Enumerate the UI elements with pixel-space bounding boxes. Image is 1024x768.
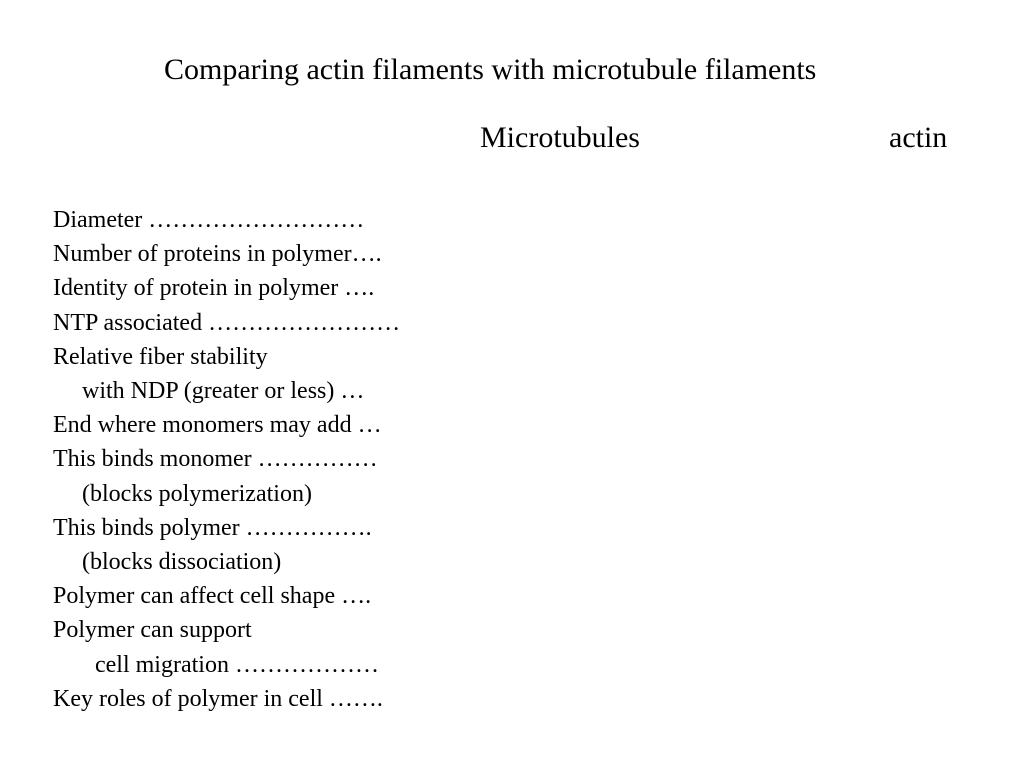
- row-relative-fiber-stability-continued: with NDP (greater or less) …: [82, 378, 365, 405]
- column-header-actin: actin: [889, 121, 948, 154]
- slide-title: Comparing actin filaments with microtubule filaments: [164, 53, 817, 86]
- row-end-where-monomers-add: End where monomers may add …: [53, 412, 382, 439]
- comparison-row-list: [53, 203, 400, 716]
- row-ntp-associated: NTP associated ……………………: [53, 309, 401, 336]
- row-support-cell-migration-continued: cell migration ………………: [95, 651, 379, 678]
- row-diameter: Diameter ………………………: [53, 207, 365, 233]
- row-key-roles: Key roles of polymer in cell …….: [53, 685, 383, 712]
- row-binds-monomer-note: (blocks polymerization): [82, 480, 312, 507]
- row-number-of-proteins: Number of proteins in polymer….: [53, 241, 382, 268]
- row-binds-polymer: This binds polymer …………….: [53, 514, 372, 541]
- row-affect-cell-shape: Polymer can affect cell shape ….: [53, 583, 372, 610]
- row-binds-polymer-note: (blocks dissociation): [82, 549, 282, 576]
- column-header-microtubules: Microtubules: [480, 121, 640, 154]
- row-identity-of-protein: Identity of protein in polymer ….: [53, 275, 375, 302]
- row-support-cell-migration: Polymer can support: [53, 617, 252, 644]
- row-relative-fiber-stability: Relative fiber stability: [53, 343, 268, 370]
- row-binds-monomer: This binds monomer ……………: [53, 446, 378, 473]
